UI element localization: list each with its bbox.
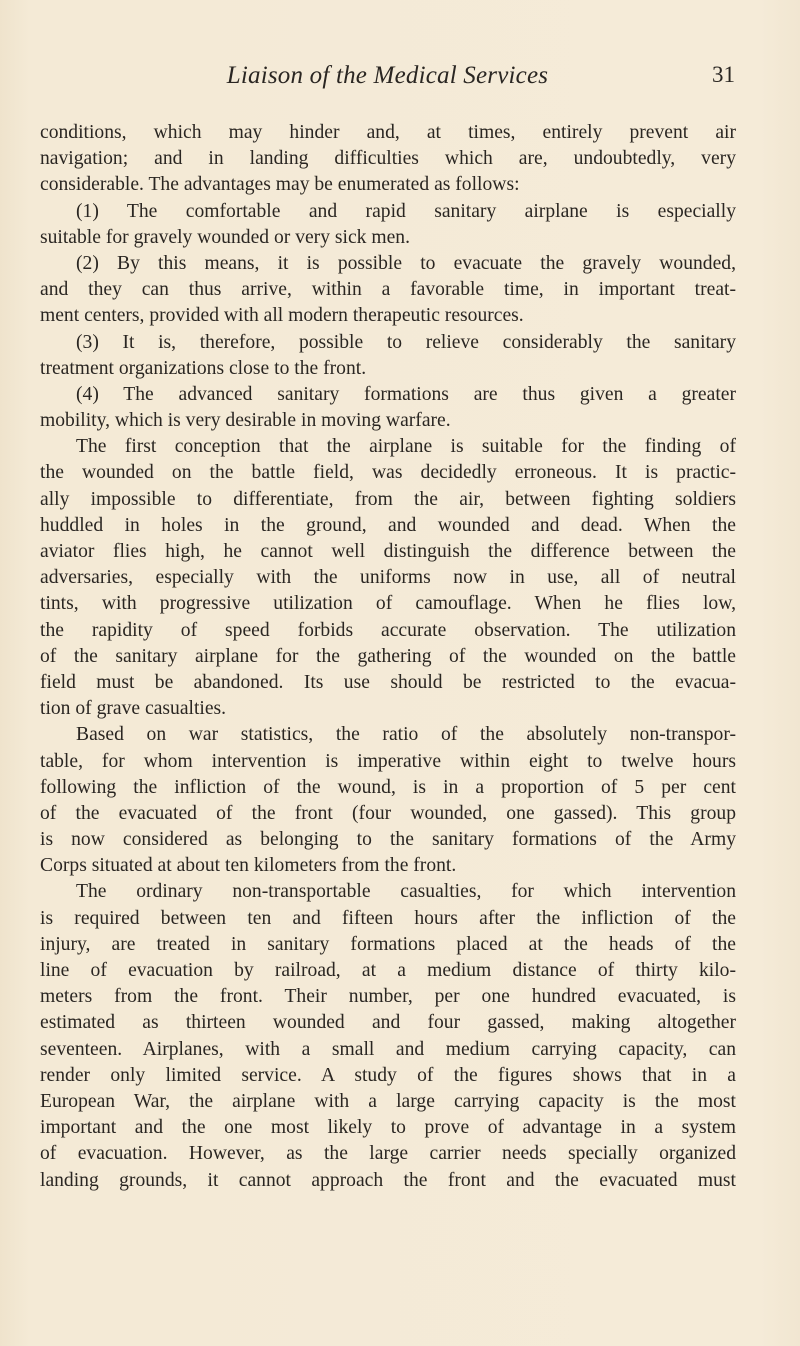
text-line: the wounded on the battle field, was decidedly erroneous. It is practic- bbox=[40, 462, 736, 484]
text-line: treatment organizations close to the front. bbox=[40, 357, 367, 379]
page-number: 31 bbox=[712, 62, 735, 87]
text-line: field must be abandoned. Its use should be restricted to the evacua- bbox=[40, 671, 736, 693]
text-line: suitable for gravely wounded or very sick men. bbox=[40, 226, 410, 248]
text-line: ment centers, provided with all modern therapeutic resources. bbox=[40, 305, 524, 327]
text-line: is now considered as belonging to the sanitary formations of the Army bbox=[40, 829, 736, 851]
running-title: Liaison of the Medical Services bbox=[226, 62, 549, 89]
text-line: line of evacuation by railroad, at a medium distance of thirty kilo- bbox=[40, 960, 736, 981]
text-line: conditions, which may hinder and, at times, entirely prevent air bbox=[40, 122, 736, 143]
text-line: The first conception that the airplane is suitable for the finding of bbox=[76, 436, 736, 458]
text-line: (3) It is, therefore, possible to relieve considerably the sanitary bbox=[76, 331, 736, 353]
running-head bbox=[40, 62, 735, 96]
body-text bbox=[40, 120, 736, 1194]
text-line: adversaries, especially with the uniforms now in use, all of neutral bbox=[40, 567, 736, 589]
text-line: of the sanitary airplane for the gathering of the wounded on the battle bbox=[40, 645, 736, 667]
text-line: and they can thus arrive, within a favorable time, in important treat- bbox=[40, 279, 736, 301]
text-line: navigation; and in landing difficulties which are, undoubtedly, very bbox=[40, 148, 736, 170]
text-line: of evacuation. However, as the large carrier needs specially organized bbox=[40, 1143, 736, 1165]
text-line: Based on war statistics, the ratio of the absolutely non-transpor- bbox=[76, 724, 736, 746]
text-line: seventeen. Airplanes, with a small and medium carrying capacity, can bbox=[40, 1038, 736, 1060]
text-line: following the infliction of the wound, is in a proportion of 5 per cent bbox=[40, 776, 736, 798]
text-line: render only limited service. A study of the figures shows that in a bbox=[40, 1064, 736, 1086]
text-line: tints, with progressive utilization of camouflage. When he flies low, bbox=[40, 593, 736, 615]
text-line: injury, are treated in sanitary formations placed at the heads of the bbox=[40, 933, 736, 955]
text-line: of the evacuated of the front (four wounded, one gassed). This group bbox=[40, 802, 736, 824]
text-line: estimated as thirteen wounded and four gassed, making altogether bbox=[40, 1012, 736, 1034]
text-line: Corps situated at about ten kilometers from the front. bbox=[40, 855, 457, 877]
text-line: important and the one most likely to prove of advantage in a system bbox=[40, 1117, 736, 1139]
text-line: is required between ten and fifteen hours after the infliction of the bbox=[40, 907, 736, 929]
text-line: the rapidity of speed forbids accurate observation. The utilization bbox=[40, 619, 736, 641]
text-line: ally impossible to differentiate, from the air, between fighting soldiers bbox=[40, 488, 736, 510]
text-line: (4) The advanced sanitary formations are thus given a greater bbox=[76, 383, 736, 405]
text-line: European War, the airplane with a large carrying capacity is the most bbox=[40, 1090, 736, 1112]
text-line: tion of grave casualties. bbox=[40, 698, 227, 720]
text-line: The ordinary non-transportable casualties, for which intervention bbox=[76, 881, 736, 903]
text-line: (1) The comfortable and rapid sanitary airplane is especially bbox=[76, 200, 736, 222]
text-line: considerable. The advantages may be enumerated as follows: bbox=[40, 174, 520, 196]
text-line: aviator flies high, he cannot well distinguish the difference between the bbox=[40, 541, 736, 562]
text-line: meters from the front. Their number, per one hundred evacuated, is bbox=[40, 986, 736, 1008]
text-line: mobility, which is very desirable in moving warfare. bbox=[40, 410, 451, 432]
text-line: (2) By this means, it is possible to evacuate the gravely wounded, bbox=[76, 252, 736, 274]
text-line: landing grounds, it cannot approach the front and the evacuated must bbox=[40, 1169, 736, 1191]
text-line: table, for whom intervention is imperative within eight to twelve hours bbox=[40, 750, 736, 772]
text-line: huddled in holes in the ground, and wounded and dead. When the bbox=[40, 514, 736, 536]
